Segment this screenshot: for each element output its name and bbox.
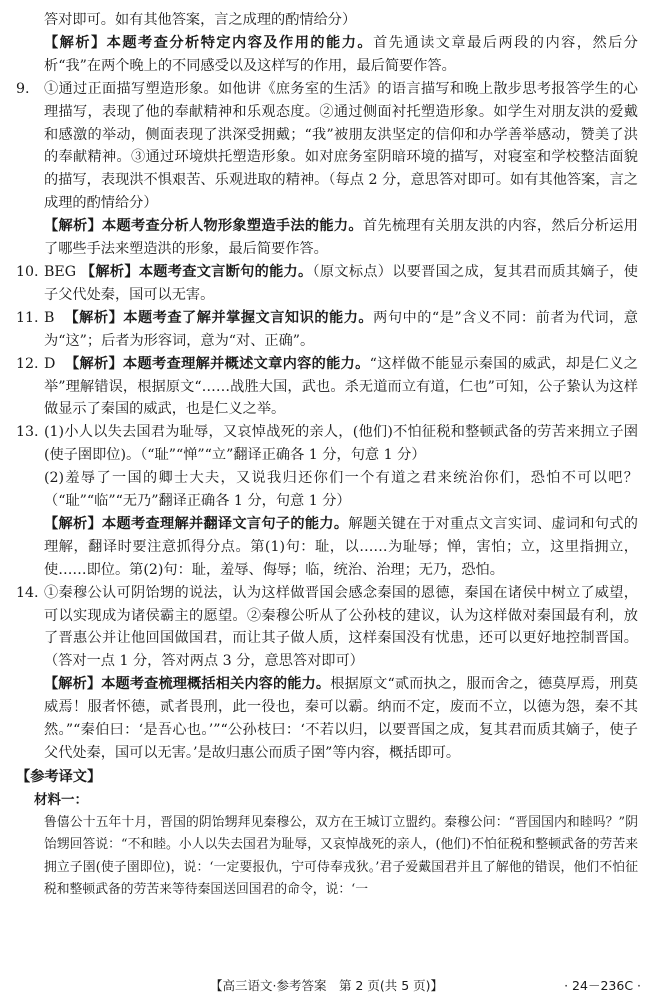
q9-analysis-tag: 【解析】本题考查分析人物形象塑造手法的能力。 [44,218,363,235]
q13-answer-1: (1)小人以失去国君为耻辱，又哀悼战死的亲人，(他们)不怕征税和整顿武备的劳苦来拥立子圉(使子圉即位)。（“耻”“惮”“立”翻译正确各 1 分，句意 1 分） [44,424,638,464]
question-13 [16,421,638,581]
q8-analysis [16,32,638,78]
material-one-label: 材料一： [34,791,88,808]
q10-analysis-tag: 【解析】本题考查文言断句的能力。 [80,263,313,280]
q14-analysis-text: 根据原文“贰而执之，服而舍之，德莫厚焉，刑莫威焉！服者怀德，贰者畏刑，此一役也，秦可以霸。纳而不定，废而不立，以德为怨，秦不其然。”“秦伯曰：‘是吾心也。’”“公孙枝曰：‘不若以归，以要晋国之成，复其君而质其嫡子，使子父代处秦，国可以无害。’是故归惠公而质子圉”等内容，概括即可。 [44,676,638,761]
q14-number: 14. [16,584,39,601]
q10-analysis-text: （原文标点）以要晋国之成，复其君而质其嫡子，使子父代处秦，国可以无害。 [44,263,638,303]
q9-analysis-text: 首先梳理有关朋友洪的内容，然后分析运用了哪些手法来塑造洪的形象，最后简要作答。 [44,218,638,258]
question-11 [16,307,638,353]
q14-answer: ①秦穆公认可阴饴甥的说法，认为这样做晋国会感念秦国的恩德，秦国在诸侯中树立了威望，可以实现成为诸侯霸主的愿望。②秦穆公听从了公孙枝的建议，认为这样做对秦国最有利，放了晋惠公并让他回国做国君，而让其子做人质，这样秦国没有忧患，还可以更好地控制晋国。（答对一点 1 分，答对两点 3 分，意思答对即可） [44,584,638,670]
question-12 [16,353,638,422]
question-14 [16,582,638,765]
q13-analysis [44,513,638,582]
reference-translation-text: 鲁僖公十五年十月，晋国的阴饴甥拜见秦穆公，双方在王城订立盟约。秦穆公问：“晋国国内和睦吗？”阴饴甥回答说：“不和睦。小人以失去国君为耻辱，又哀悼战死的亲人，(他们)不怕征税和整顿武备的劳苦来拥立子圉(使子圉即位)，说：‘一定要报仇，宁可侍奉戎狄。’君子爱戴国君并且了解他的错误，他们不怕征税和整顿武备的劳苦来等待秦国送回国君的命令，说：‘一 [44,814,638,898]
q9-answer: ①通过正面描写塑造形象。如他讲《庶务室的生活》的语言描写和晚上散步思考报答学生的心理描写，表现了他的奉献精神和乐观态度。②通过侧面衬托塑造形象。如学生对朋友洪的爱戴和感激的举动，侧面表现了洪深受拥戴；“我”被朋友洪坚定的信仰和办学善举感动，赞美了洪的奉献精神。③通过环境烘托塑造形象。如对庶务室阴暗环境的描写，对寝室和学校整洁面貌的描写，表现洪不惧艰苦、乐观进取的精神。（每点 2 分，意思答对即可。如有其他答案，言之成理的酌情给分） [44,80,638,212]
q12-analysis-text: “这样做不能显示秦国的威武，却是仁义之举”理解错误，根据原文“……战胜大国，武也。杀无道而立有道，仁也”可知，公子絷认为这样做显示了秦国的威武，也是仁义之举。 [44,355,638,418]
q8-answer-tail: 答对即可。如有其他答案，言之成理的酌情给分） [44,12,357,28]
page-content [16,9,638,902]
q8-analysis-tag: 【解析】本题考查分析特定内容及作用的能力。 [44,34,374,51]
page-footer [0,975,653,997]
q12-answer: D [44,355,56,372]
question-10 [16,261,638,307]
q12-analysis-tag: 【解析】本题考查理解并概述文章内容的能力。 [65,355,370,372]
q13-number: 13. [16,424,39,441]
q12-number: 12. [16,355,39,372]
q11-analysis-text: 两句中的“是”含义不同：前者为代词，意为“这”；后者为形容词，意为“对、正确”。 [44,309,638,349]
footer-code: · 24－236C · [564,978,641,993]
q11-answer: B [44,309,55,326]
q13-answer-2: (2)羞辱了一国的卿士大夫，又说我归还你们一个有道之君来统治你们，恐怕不可以吧？（“耻”“临”“无乃”翻译正确各 1 分，句意 1 分） [44,470,638,510]
q13-analysis-tag: 【解析】本题考查理解并翻译文言句子的能力。 [44,515,349,532]
q14-analysis-tag: 【解析】本题考查梳理概括相关内容的能力。 [44,676,331,693]
reference-translation-heading: 【参考译文】 [16,768,102,785]
q10-answer: BEG [44,263,77,280]
question-9 [16,78,638,261]
q11-number: 11. [16,309,39,326]
q11-analysis-tag: 【解析】本题考查了解并掌握文言知识的能力。 [64,309,374,326]
q10-number: 10. [16,263,39,280]
q13-analysis-text: 解题关键在于对重点文言实词、虚词和句式的理解，翻译时要注意抓得分点。第(1)句：耻，以……为耻辱；惮，害怕；立，这里指拥立，使……即位。第(2)句：耻，羞辱、侮辱；临，统治、治理；无乃，恐怕。 [44,515,638,578]
q9-analysis [44,215,638,261]
q9-number: 9. [16,80,30,97]
q14-analysis [44,673,638,765]
q8-analysis-text: 首先通读文章最后两段的内容，然后分析“我”在两个晚上的不同感受以及这样写的作用，最后简要作答。 [44,34,638,74]
footer-page-info: 【高三语文·参考答案 第 2 页(共 5 页)】 [209,978,444,993]
